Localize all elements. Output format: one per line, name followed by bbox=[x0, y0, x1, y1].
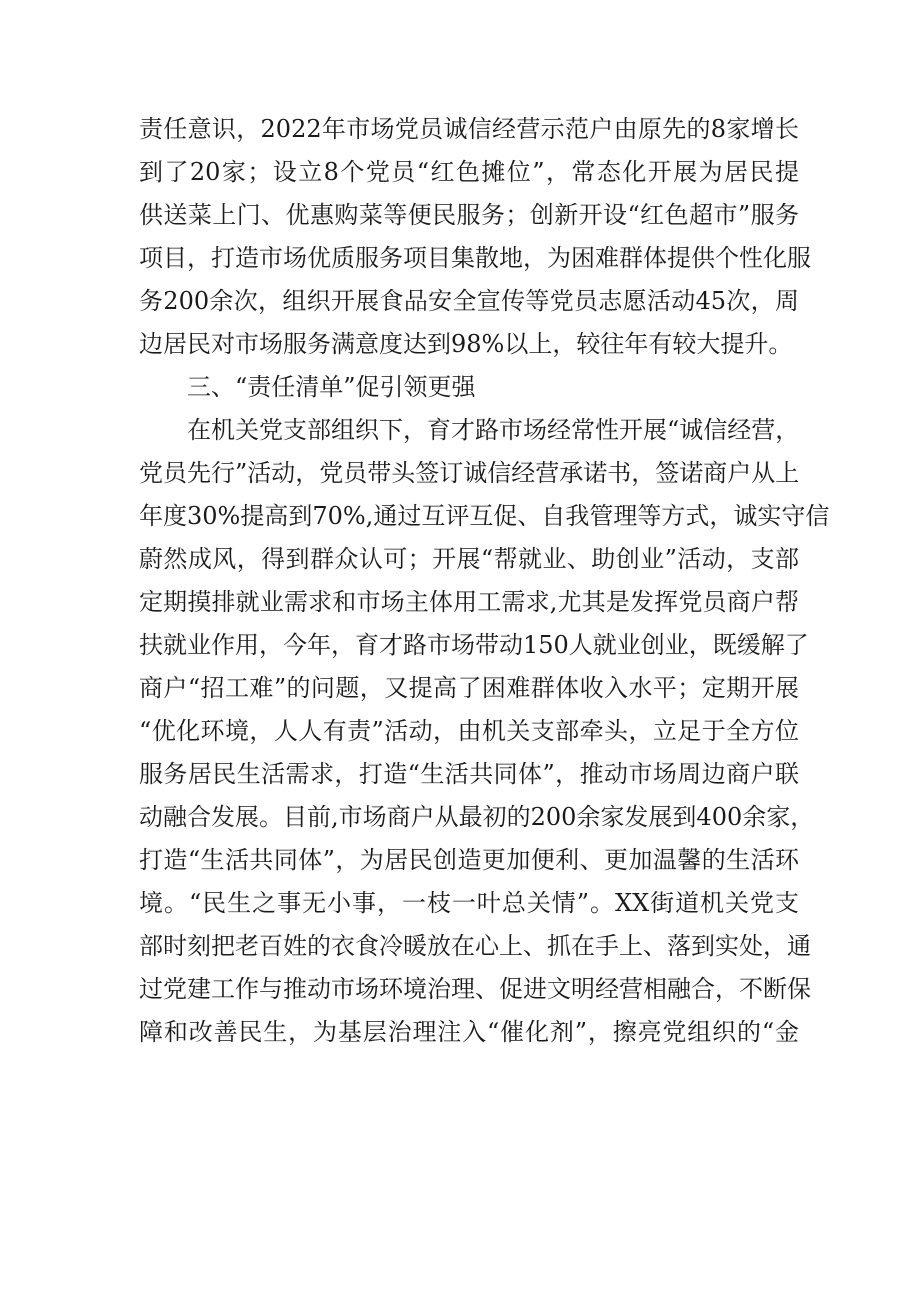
text-line: 边居民对市场服务满意度达到98%以上，较往年有较大提升。 bbox=[139, 330, 793, 358]
text-line: 党员先行”活动，党员带头签订诚信经营承诺书，签诺商户从上 bbox=[139, 459, 800, 487]
text-line: 在机关党支部组织下，育才路市场经常性开展“诚信经营， bbox=[187, 416, 800, 444]
text-line: 服务居民生活需求，打造“生活共同体”，推动市场周边商户联 bbox=[139, 760, 799, 788]
text-line: 过党建工作与推动市场环境治理、促进文明经营相融合，不断保 bbox=[139, 975, 811, 1003]
text-line: 年度30%提高到70%,通过互评互促、自我管理等方式，诚实守信 bbox=[139, 502, 830, 530]
text-line: 扶就业作用，今年，育才路市场带动150人就业创业，既缓解了 bbox=[139, 631, 809, 659]
text-line: 定期摸排就业需求和市场主体用工需求,尤其是发挥党员商户帮 bbox=[139, 588, 799, 616]
text-line: 打造“生活共同体”，为居民创造更加便利、更加温馨的生活环 bbox=[139, 846, 799, 874]
text-line: 蔚然成风，得到群众认可；开展“帮就业、助创业”活动，支部 bbox=[139, 545, 799, 573]
section-heading: 三、“责任清单”促引领更强 bbox=[187, 373, 476, 401]
text-line: 责任意识，2022年市场党员诚信经营示范户由原先的8家增长 bbox=[139, 115, 799, 143]
text-line: 务200余次，组织开展食品安全宣传等党员志愿活动45次，周 bbox=[139, 287, 799, 315]
text-line: 部时刻把老百姓的衣食冷暖放在心上、抓在手上、落到实处，通 bbox=[139, 932, 811, 960]
text-line: “优化环境，人人有责”活动，由机关支部牵头，立足于全方位 bbox=[139, 717, 799, 745]
text-line: 商户“招工难”的问题，又提高了困难群体收入水平；定期开展 bbox=[139, 674, 799, 702]
text-line: 项目，打造市场优质服务项目集散地，为困难群体提供个性化服 bbox=[139, 244, 811, 272]
text-line: 境。“民生之事无小事，一枝一叶总关情”。XX街道机关党支 bbox=[139, 889, 799, 917]
text-line: 动融合发展。目前,市场商户从最初的200余家发展到400余家， bbox=[139, 803, 815, 831]
text-line: 到了20家；设立8个党员“红色摊位”，常态化开展为居民提 bbox=[139, 158, 799, 186]
text-line: 障和改善民生，为基层治理注入“催化剂”，擦亮党组织的“金 bbox=[139, 1018, 799, 1046]
text-line: 供送菜上门、优惠购菜等便民服务；创新开设“红色超市”服务 bbox=[139, 201, 799, 229]
body-text bbox=[139, 108, 830, 1054]
